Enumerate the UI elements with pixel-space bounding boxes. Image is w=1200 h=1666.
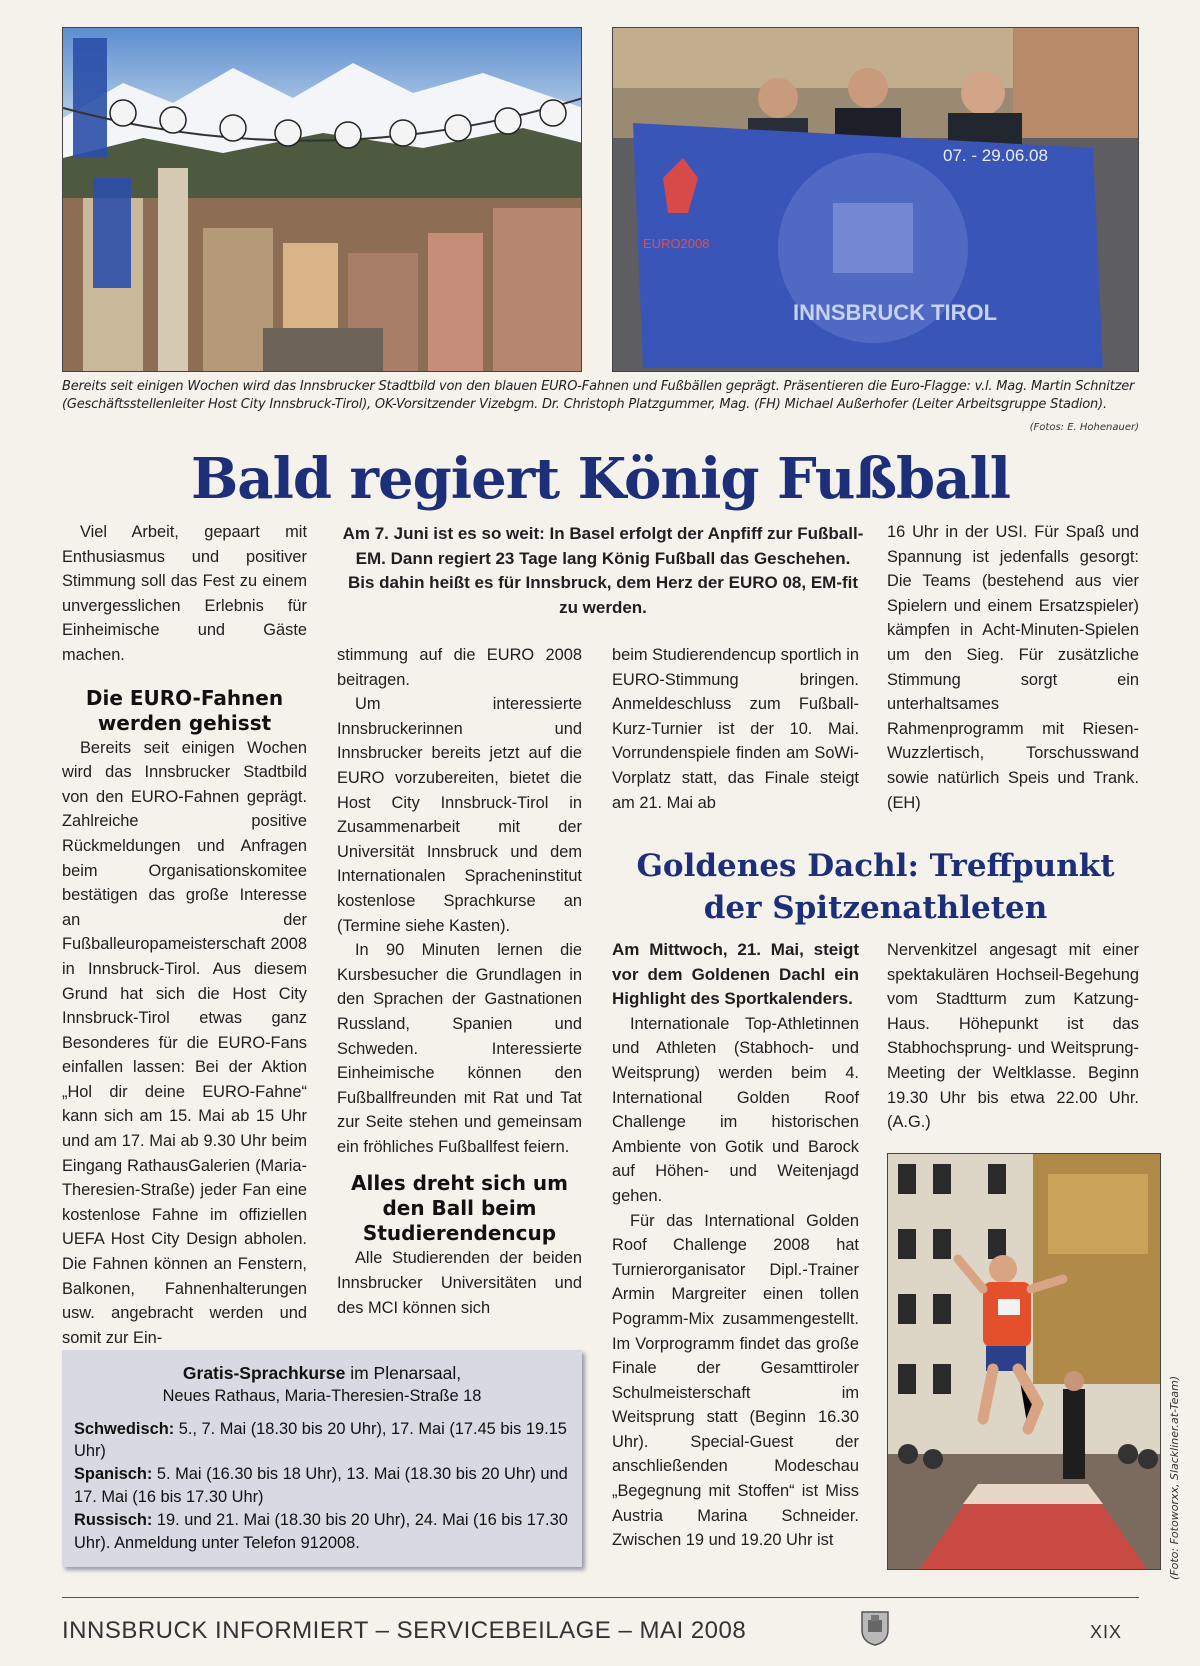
course-dates: 5. Mai (16.30 bis 18 Uhr), 13. Mai (18.30 bis 20 Uhr) und 17. Mai (16 bis 17.30 Uhr) [74, 1465, 568, 1506]
photo-credit-side: (Foto: Fotoworxx, Slackliner.at-Team) [1168, 1375, 1181, 1580]
column-3 [612, 643, 859, 815]
crest-icon [860, 1610, 890, 1646]
photo-innsbruck-street [62, 27, 582, 372]
body-paragraph: beim Studierendencup sportlich in EURO-Stimmung bringen. Anmeldeschluss zum Fußball-Kurz-Turnier ist der 10. Mai. Vorrundenspiele finden am SoWi-Vorplatz statt, das Finale steigt am 21. Mai ab [612, 646, 859, 812]
body-paragraph: Für das International Golden Roof Challenge 2008 hat Turnierorganisator Dipl.-Trainer Armin Margreiter einen tollen Pogramm-Mix zusammengestellt. Im Vorprogramm findet das große Finale der Gesamttiroler Schulmeisterschaft im Weitsprung statt (Beginn 16.30 Uhr). Special-Guest der anschließenden Modeschau „Begegnung mit Stoffen“ ist Miss Austria Marina Schneider. Zwischen 19 und 19.20 Uhr ist [612, 1211, 859, 1550]
box-title [74, 1362, 570, 1385]
subhead-studierendencup: Alles dreht sich um den Ball beim Studierendencup [350, 1171, 569, 1246]
photo-flag-presentation-image [613, 28, 1139, 372]
body-paragraph: Um interessierte Innsbruckerinnen und Innsbrucker bereits jetzt auf die EURO vorzubereiten, bietet die Host City Innsbruck-Tirol in Zusammenarbeit mit der Universität Innsbruck und dem Internationalen Spracheninstitut kostenlose Sprachkurse an (Termine siehe Kasten). [337, 695, 582, 935]
course-row-schwedisch [74, 1418, 570, 1464]
photo-caption: Bereits seit einigen Wochen wird das Innsbrucker Stadtbild von den blauen EURO-Fahnen und Fußbällen geprägt. Präsentieren die Euro-Flagge: v.l. Mag. Martin Schnitzer (Geschäftsstellenleiter Host City Innsbruck-Tirol), OK-Vorsitzender Vizebgm. Dr. Christoph Platzgummer, Mag. (FH) Michael Außerhofer (Leiter Arbeitsgruppe Stadion). [62, 379, 1135, 412]
course-language: Spanisch: [74, 1465, 153, 1484]
photo-long-jump [887, 1153, 1161, 1570]
flag-text: INNSBRUCK TIROL [793, 300, 998, 325]
flag-logo: EURO2008 [643, 236, 710, 251]
course-dates: 19. und 21. Mai (18.30 bis 20 Uhr), 24. Mai (16 bis 17.30 Uhr). Anmeldung unter Telefon 912008. [74, 1510, 568, 1552]
footer-divider [62, 1597, 1139, 1598]
box-title-bold: Gratis-Sprachkurse [182, 1363, 346, 1383]
photo-long-jump-image [888, 1154, 1161, 1570]
lead-text: Am 7. Juni ist es so weit: In Basel erfolgt der Anpfiff zur Fußball-EM. Dann regiert 23 Tage lang König Fußball das Geschehen. Bis dahin heißt es für Innsbruck, dem Herz der EURO 08, EM-fit zu werden. [342, 524, 864, 617]
body-paragraph: Internationale Top-Athletinnen und Athleten (Stabhoch- und Weitsprung) werden beim 4. International Golden Roof Challenge im historischen Ambiente von Gotik und Barock auf Höhen- und Weitenjagd gehen. [612, 1014, 859, 1205]
body-paragraph: Bereits seit einigen Wochen wird das Innsbrucker Stadtbild von den EURO-Fahnen geprägt. Zahlreiche positive Rückmeldungen und Anfragen beim Organisationskomitee bestätigen das große Interesse an der Fußballeuropameisterschaft 2008 in Innsbruck-Tirol. Aus diesem Grund hat sich die Host City Innsbruck-Tirol etwas ganz Besonderes für die EURO-Fans einfallen lassen: Bei der Aktion „Hol dir deine EURO-Fahne“ kann sich am 15. Mai ab 15 Uhr und am 17. Mai ab 9.30 Uhr beim Eingang RathausGalerien (Maria-Theresien-Straße) jeder Fan eine kostenlose Fahne im offiziellen UEFA Host City Design abholen. Die Fahnen können an Fenstern, Balkonen, Fahnenhalterungen usw. angebracht werden und somit zur Ein- [62, 738, 307, 1347]
course-dates: 5., 7. Mai (18.30 bis 20 Uhr), 17. Mai (17.45 bis 19.15 Uhr) [74, 1419, 567, 1461]
section-title-goldenes-dachl: Goldenes Dachl: Treffpunkt der Spitzenathleten [636, 848, 1115, 926]
photo-credit: (Fotos: E. Hohenauer) [1029, 422, 1139, 433]
body-paragraph: 16 Uhr in der USI. Für Spaß und Spannung ist jedenfalls gesorgt: Die Teams (bestehend aus vier Spielern und einem Ersatzspieler) kämpfen in Acht-Minuten-Spielen um den Sieg. Für zusätzliche Stimmung sorgt ein unterhaltsames Rahmenprogramm mit Riesen-Wuzzlertisch, Torschusswand sowie natürlich Speis und Trank. (EH) [887, 523, 1139, 812]
language-course-box [62, 1350, 582, 1567]
course-language: Russisch: [74, 1510, 153, 1529]
box-subtitle: Neues Rathaus, Maria-Theresien-Straße 18 [162, 1386, 482, 1405]
body-paragraph: Alle Studierenden der beiden Innsbrucker Universitäten und des MCI können sich [337, 1249, 582, 1317]
column-2 [337, 643, 582, 1320]
photo-innsbruck-street-image [63, 28, 582, 372]
body-paragraph: Nervenkitzel angesagt mit einer spektakulären Hochseil-Begehung vom Stadtturm zum Katzung-Haus. Höhepunkt ist das Stabhochsprung- und Weitsprung-Meeting der Weltklasse. Beginn 19.30 Uhr bis etwa 22.00 Uhr. (A.G.) [887, 941, 1139, 1132]
photo-flag-presentation [612, 27, 1139, 372]
column-6 [887, 938, 1139, 1135]
course-row-russisch [74, 1509, 570, 1555]
column-5 [612, 938, 859, 1553]
column-1 [62, 520, 307, 1350]
course-row-spanisch [74, 1463, 570, 1509]
page-number: XIX [1090, 1622, 1123, 1642]
page-title: Bald regiert König Fußball [190, 446, 1011, 512]
course-language: Schwedisch: [74, 1419, 175, 1438]
lead-goldenes-dachl: Am Mittwoch, 21. Mai, steigt vor dem Goldenen Dachl ein Highlight des Sportkalenders. [612, 940, 859, 1009]
footer-publication: INNSBRUCK INFORMIERT – SERVICEBEILAGE – MAI 2008 [62, 1617, 747, 1644]
subhead-euro-fahnen: Die EURO-Fahnen werden gehisst [85, 685, 284, 735]
column-4 [887, 520, 1139, 815]
box-title-rest: im Plenarsaal, [345, 1363, 462, 1383]
body-paragraph: stimmung auf die EURO 2008 beitragen. [337, 646, 582, 689]
body-paragraph: In 90 Minuten lernen die Kursbesucher die Grundlagen in den Sprachen der Gastnationen Russland, Spanien und Schweden. Interessierte Einheimische können den Fußballfreunden mit Rat und Tat zur Seite stehen und gemeinsam ein fröhliches Fußballfest feiern. [337, 941, 582, 1156]
intro-paragraph: Viel Arbeit, gepaart mit Enthusiasmus und positiver Stimmung soll das Fest zu einem unvergesslichen Erlebnis für Einheimische und Gäste machen. [62, 523, 307, 664]
flag-date: 07. - 29.06.08 [943, 146, 1048, 165]
